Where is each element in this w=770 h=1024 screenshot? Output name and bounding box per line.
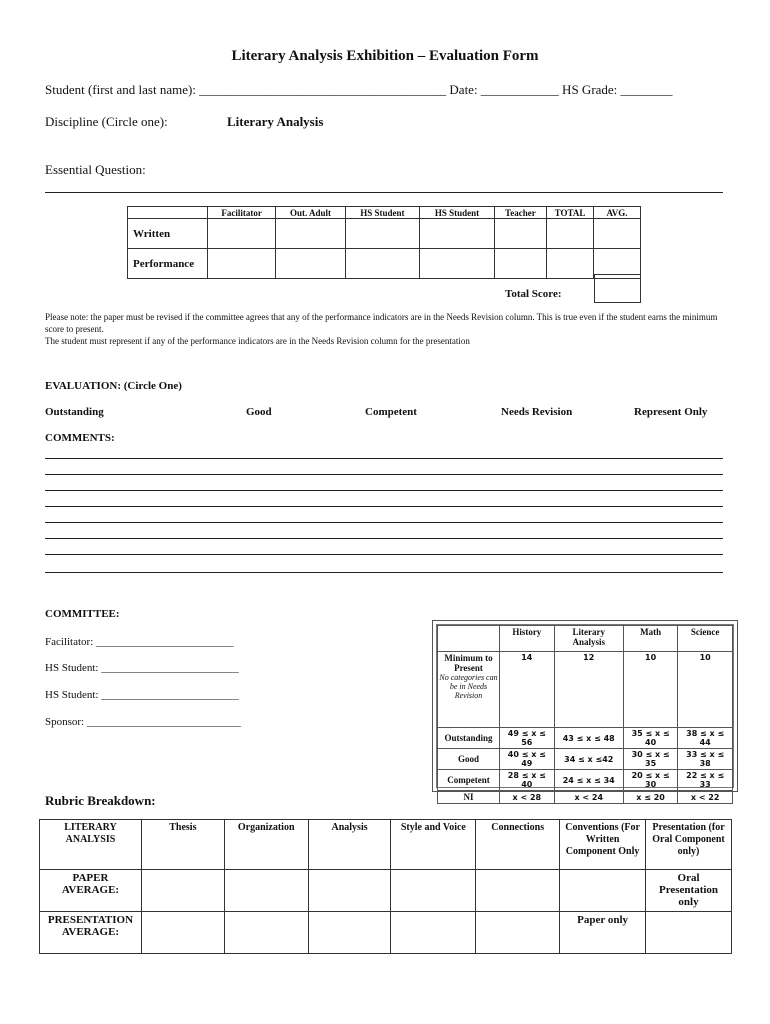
- rubric-cell[interactable]: [141, 912, 224, 954]
- committee-facilitator-field[interactable]: Facilitator: _________________________: [45, 636, 234, 648]
- score-header-facilitator: Facilitator: [208, 207, 276, 219]
- comment-line[interactable]: [45, 458, 723, 459]
- ranges-row-outstanding: Outstanding: [438, 728, 500, 749]
- score-header-outside-adult: Out. Adult: [276, 207, 345, 219]
- essential-question-label: Essential Question:: [45, 162, 146, 177]
- ranges-cell: 49 ≤ x ≤ 56: [500, 728, 555, 749]
- comment-line[interactable]: [45, 490, 723, 491]
- rubric-header-literary-analysis: LITERARY ANALYSIS: [40, 820, 142, 870]
- ranges-cell: 38 ≤ x ≤ 44: [678, 728, 733, 749]
- score-ranges-table: [437, 625, 733, 804]
- score-cell[interactable]: [276, 219, 345, 249]
- ranges-cell: 20 ≤ x ≤ 30: [623, 770, 678, 791]
- comment-line[interactable]: [45, 474, 723, 475]
- ranges-cell: 22 ≤ x ≤ 33: [678, 770, 733, 791]
- comments-label: COMMENTS:: [45, 432, 115, 444]
- evaluation-option-good[interactable]: Good: [246, 406, 272, 418]
- ranges-cell: x < 22: [678, 791, 733, 804]
- score-cell[interactable]: [345, 249, 420, 279]
- committee-hs-student-field-2[interactable]: HS Student: _________________________: [45, 689, 239, 701]
- score-cell[interactable]: [494, 249, 546, 279]
- rubric-table: [39, 819, 732, 954]
- ranges-cell: 24 ≤ x ≤ 34: [554, 770, 623, 791]
- rubric-presentation-average-label: PRESENTATION AVERAGE:: [40, 912, 142, 954]
- evaluation-option-outstanding[interactable]: Outstanding: [45, 406, 104, 418]
- score-header-avg: AVG.: [594, 207, 641, 219]
- rubric-cell[interactable]: [141, 870, 224, 912]
- ranges-header-history: History: [500, 626, 555, 652]
- ranges-cell: x < 28: [500, 791, 555, 804]
- ranges-cell: 30 ≤ x ≤ 35: [623, 749, 678, 770]
- rubric-oral-only-note: Oral Presentation only: [646, 870, 732, 912]
- ranges-corner-cell: [438, 626, 500, 652]
- comment-line[interactable]: [45, 522, 723, 523]
- total-score-label: Total Score:: [505, 288, 562, 300]
- discipline-value[interactable]: Literary Analysis: [227, 114, 324, 129]
- rubric-cell[interactable]: [560, 870, 646, 912]
- ranges-cell: 33 ≤ x ≤ 38: [678, 749, 733, 770]
- comment-line[interactable]: [45, 572, 723, 573]
- ranges-cell: 28 ≤ x ≤ 40: [500, 770, 555, 791]
- score-cell[interactable]: [420, 219, 495, 249]
- score-header-teacher: Teacher: [494, 207, 546, 219]
- evaluation-option-represent-only[interactable]: Represent Only: [634, 406, 708, 418]
- ranges-min-history: 14: [500, 652, 555, 728]
- ranges-min-label-cell: [438, 652, 500, 728]
- score-table: [127, 206, 641, 279]
- score-header-hs-student-2: HS Student: [420, 207, 495, 219]
- rubric-header-presentation: Presentation (for Oral Component only): [646, 820, 732, 870]
- score-cell[interactable]: [420, 249, 495, 279]
- committee-sponsor-field[interactable]: Sponsor: ____________________________: [45, 716, 241, 728]
- rubric-cell[interactable]: [224, 912, 308, 954]
- ranges-min-literary-analysis: 12: [554, 652, 623, 728]
- score-cell[interactable]: [594, 219, 641, 249]
- rubric-cell[interactable]: [308, 912, 391, 954]
- discipline-label: Discipline (Circle one):: [45, 114, 168, 129]
- note-revision: Please note: the paper must be revised if the committee agrees that any of the performance indicators are in the Needs Revision column. This is true even if the student earns the minimum score to present.: [45, 312, 718, 334]
- evaluation-option-needs-revision[interactable]: Needs Revision: [501, 406, 573, 418]
- committee-hs-student-field-1[interactable]: HS Student: _________________________: [45, 662, 239, 674]
- ranges-cell: x ≤ 20: [623, 791, 678, 804]
- comment-line[interactable]: [45, 554, 723, 555]
- ranges-header-science: Science: [678, 626, 733, 652]
- rubric-cell[interactable]: [476, 870, 560, 912]
- rubric-header-thesis: Thesis: [141, 820, 224, 870]
- rubric-cell[interactable]: [391, 870, 476, 912]
- score-cell[interactable]: [208, 249, 276, 279]
- ranges-header-math: Math: [623, 626, 678, 652]
- form-title: Literary Analysis Exhibition – Evaluation Form: [231, 48, 539, 64]
- ranges-min-math: 10: [623, 652, 678, 728]
- ranges-cell: 40 ≤ x ≤ 49: [500, 749, 555, 770]
- rubric-cell[interactable]: [224, 870, 308, 912]
- ranges-min-note: No categories can be in Needs Revision: [439, 673, 498, 700]
- rubric-paper-only-note: Paper only: [560, 912, 646, 954]
- ranges-row-ni: NI: [438, 791, 500, 804]
- score-row-written: Written: [128, 219, 208, 249]
- rubric-header-conventions: Conventions (For Written Component Only: [560, 820, 646, 870]
- ranges-cell: 34 ≤ x ≤42: [554, 749, 623, 770]
- total-score-box[interactable]: [594, 274, 641, 303]
- score-cell[interactable]: [208, 219, 276, 249]
- note-represent: The student must represent if any of the performance indicators are in the Needs Revision column for the presentation: [45, 336, 470, 346]
- rubric-cell[interactable]: [476, 912, 560, 954]
- rubric-header-analysis: Analysis: [308, 820, 391, 870]
- rubric-cell[interactable]: [646, 912, 732, 954]
- ranges-min-science: 10: [678, 652, 733, 728]
- essential-question-line[interactable]: [45, 192, 723, 193]
- ranges-min-label: Minimum to Present: [444, 653, 493, 673]
- score-row-performance: Performance: [128, 249, 208, 279]
- ranges-cell: x < 24: [554, 791, 623, 804]
- ranges-cell: 35 ≤ x ≤ 40: [623, 728, 678, 749]
- ranges-header-literary-analysis: Literary Analysis: [554, 626, 623, 652]
- committee-label: COMMITTEE:: [45, 608, 120, 620]
- score-cell[interactable]: [547, 249, 594, 279]
- score-corner-cell: [128, 207, 208, 219]
- comment-line[interactable]: [45, 538, 723, 539]
- ranges-row-competent: Competent: [438, 770, 500, 791]
- score-header-hs-student-1: HS Student: [345, 207, 420, 219]
- score-cell[interactable]: [547, 219, 594, 249]
- score-cell[interactable]: [276, 249, 345, 279]
- score-header-total: TOTAL: [547, 207, 594, 219]
- rubric-cell[interactable]: [391, 912, 476, 954]
- rubric-paper-average-label: PAPER AVERAGE:: [40, 870, 142, 912]
- rubric-cell[interactable]: [308, 870, 391, 912]
- score-ranges-box: [432, 620, 738, 802]
- student-info-line[interactable]: Student (first and last name): ______________________________________ Date: ____________ HS Grade: ________: [45, 82, 673, 97]
- rubric-breakdown-label: Rubric Breakdown:: [45, 793, 156, 808]
- rubric-header-organization: Organization: [224, 820, 308, 870]
- rubric-header-connections: Connections: [476, 820, 560, 870]
- evaluation-label: EVALUATION: (Circle One): [45, 380, 182, 392]
- evaluation-option-competent[interactable]: Competent: [365, 406, 417, 418]
- score-cell[interactable]: [494, 219, 546, 249]
- score-cell[interactable]: [345, 219, 420, 249]
- comment-line[interactable]: [45, 506, 723, 507]
- ranges-cell: 43 ≤ x ≤ 48: [554, 728, 623, 749]
- ranges-row-good: Good: [438, 749, 500, 770]
- rubric-header-style-and-voice: Style and Voice: [391, 820, 476, 870]
